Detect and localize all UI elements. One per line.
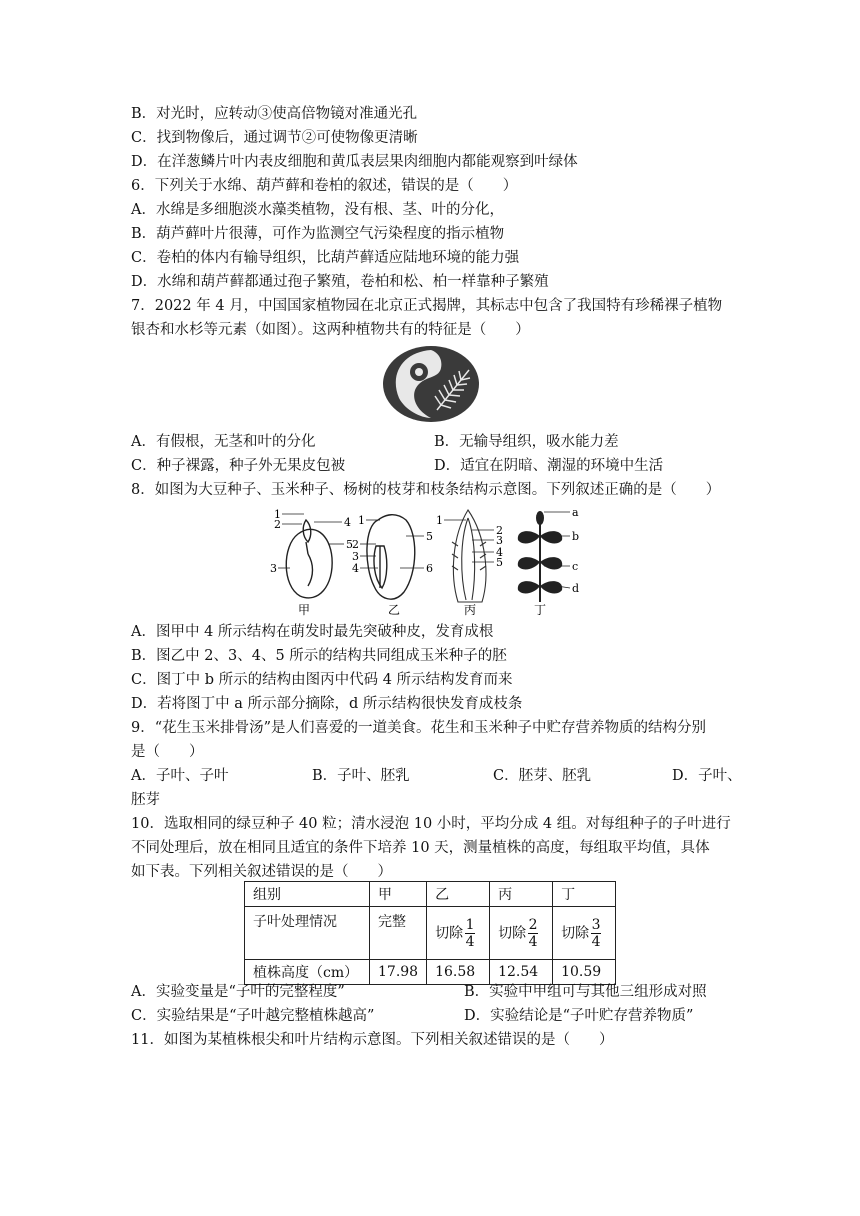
table-cell: 12.54 — [490, 960, 553, 985]
q8-option-d: D．若将图丁中 a 所示部分摘除，d 所示结构很快发育成枝条 — [131, 696, 523, 712]
q8-option-b: B．图乙中 2、3、4、5 所示的结构共同组成玉米种子的胚 — [131, 648, 507, 664]
experiment-table — [244, 881, 616, 985]
q6-option-a: A．水绵是多细胞淡水藻类植物，没有根、茎、叶的分化， — [131, 202, 504, 218]
q9-stem-line1: 9．“花生玉米排骨汤”是人们喜爱的一道美食。花生和玉米种子中贮存营养物质的结构分别 — [131, 720, 707, 736]
ding-label-a: a — [572, 506, 579, 519]
yi-label-2: 2 — [352, 538, 359, 551]
botanical-garden-logo-image — [381, 344, 481, 424]
table-cell: 子叶处理情况 — [245, 907, 370, 960]
q6-stem: 6．下列关于水绵、葫芦藓和卷柏的叙述，错误的是（ ） — [131, 178, 518, 194]
q9-option-a: A．子叶、子叶 — [131, 768, 229, 784]
q10-option-a: A．实验变量是“子叶的完整程度” — [131, 984, 345, 1000]
q8-stem: 8．如图为大豆种子、玉米种子、杨树的枝芽和枝条结构示意图。下列叙述正确的是（ ） — [131, 482, 721, 498]
bing-label-5: 5 — [496, 556, 503, 569]
q7-stem-line2: 银杏和水杉等元素（如图）。这两种植物共有的特征是（ ） — [131, 322, 530, 338]
yi-label-5: 5 — [426, 530, 433, 543]
table-header-cell: 甲 — [370, 882, 427, 907]
fraction-numerator: 3 — [591, 916, 601, 933]
q8-option-a: A．图甲中 4 所示结构在萌发时最先突破种皮，发育成根 — [131, 624, 494, 640]
bing-label-1: 1 — [436, 514, 443, 527]
yi-label-6: 6 — [426, 562, 433, 575]
table-cell: 16.58 — [427, 960, 490, 985]
q6-option-d: D．水绵和葫芦藓都通过孢子繁殖，卷柏和松、柏一样靠种子繁殖 — [131, 274, 549, 290]
q5-option-d: D．在洋葱鳞片叶内表皮细胞和黄瓜表层果肉细胞内都能观察到叶绿体 — [131, 154, 578, 170]
table-header-row — [245, 882, 616, 907]
q10-option-c: C．实验结果是“子叶越完整植株越高” — [131, 1008, 375, 1024]
q9-stem-line2: 是（ ） — [131, 744, 204, 760]
fraction-numerator: 2 — [528, 916, 538, 933]
table-cell-fraction — [490, 907, 553, 960]
yi-caption: 乙 — [388, 603, 401, 617]
q5-option-b: B．对光时，应转动③使高倍物镜对准通光孔 — [131, 106, 418, 122]
table-cell-fraction — [427, 907, 490, 960]
q9-option-d: D．子叶、 — [672, 768, 742, 784]
table-header-cell: 乙 — [427, 882, 490, 907]
table-cell-fraction — [553, 907, 616, 960]
ding-label-d: d — [572, 582, 580, 595]
fraction-denominator: 4 — [465, 933, 475, 950]
q9-option-d-wrap: 胚芽 — [131, 792, 160, 808]
table-cell: 植株高度（cm） — [245, 960, 370, 985]
jia-label-2: 2 — [274, 518, 281, 531]
bing-label-4: 4 — [496, 546, 503, 559]
branch-with-leaves-diagram — [518, 511, 570, 602]
q10-stem-line2: 不同处理后，放在相同且适宜的条件下培养 10 天，测量植株的高度，每组取平均值，具体 — [131, 840, 710, 856]
q10-option-d: D．实验结论是“子叶贮存营养物质” — [464, 1008, 694, 1024]
q8-option-c: C．图丁中 b 所示的结构由图丙中代码 4 所示结构发育而来 — [131, 672, 513, 688]
q9-option-b: B．子叶、胚乳 — [312, 768, 410, 784]
bing-caption: 丙 — [464, 603, 477, 617]
jia-label-3: 3 — [270, 562, 277, 575]
jia-label-1: 1 — [274, 508, 281, 521]
q10-stem-line1: 10．选取相同的绿豆种子 40 粒；清水浸泡 10 小时，平均分成 4 组。对每组种子的子叶进行 — [131, 816, 731, 832]
q7-option-d: D．适宜在阴暗、潮湿的环境中生活 — [434, 458, 664, 474]
q5-option-c: C．找到物像后，通过调节②可使物像更清晰 — [131, 130, 418, 146]
table-header-cell: 组别 — [245, 882, 370, 907]
table-row — [245, 907, 616, 960]
bing-label-2: 2 — [496, 524, 503, 537]
cut-word: 切除 — [498, 925, 527, 941]
seed-structure-figure — [268, 506, 598, 618]
cut-word: 切除 — [435, 925, 464, 941]
bing-label-3: 3 — [496, 534, 503, 547]
corn-seed-diagram — [367, 515, 415, 599]
q7-option-c: C．种子裸露，种子外无果皮包被 — [131, 458, 346, 474]
table-row — [245, 960, 616, 985]
yi-label-3: 3 — [352, 550, 359, 563]
branch-bud-diagram — [452, 510, 486, 602]
table-header-cell: 丁 — [553, 882, 616, 907]
q9-option-c: C．胚芽、胚乳 — [493, 768, 592, 784]
fraction-denominator: 4 — [591, 933, 601, 950]
q10-option-b: B．实验中甲组可与其他三组形成对照 — [464, 984, 707, 1000]
table-header-cell: 丙 — [490, 882, 553, 907]
ding-label-b: b — [572, 530, 580, 543]
q7-stem-line1: 7．2022 年 4 月，中国国家植物园在北京正式揭牌，其标志中包含了我国特有珍稀裸子植物 — [131, 298, 723, 314]
q6-option-b: B．葫芦藓叶片很薄，可作为监测空气污染程度的指示植物 — [131, 226, 505, 242]
fraction-numerator: 1 — [465, 916, 475, 933]
q7-option-a: A．有假根，无茎和叶的分化 — [131, 434, 316, 450]
table-cell: 完整 — [370, 907, 427, 960]
ding-caption: 丁 — [534, 603, 547, 617]
cut-word: 切除 — [561, 925, 590, 941]
table-cell: 17.98 — [370, 960, 427, 985]
q6-option-c: C．卷柏的体内有输导组织，比葫芦藓适应陆地环境的能力强 — [131, 250, 520, 266]
jia-caption: 甲 — [298, 603, 311, 617]
q7-option-b: B．无输导组织，吸水能力差 — [434, 434, 619, 450]
table-cell: 10.59 — [553, 960, 616, 985]
fraction-denominator: 4 — [528, 933, 538, 950]
ding-label-c: c — [572, 560, 579, 573]
soybean-seed-diagram — [286, 520, 332, 598]
yi-label-4: 4 — [352, 562, 359, 575]
jia-label-5: 5 — [346, 538, 353, 551]
jia-label-4: 4 — [344, 516, 351, 529]
q11-stem: 11．如图为某植株根尖和叶片结构示意图。下列相关叙述错误的是（ ） — [131, 1032, 614, 1048]
yi-label-1: 1 — [358, 514, 365, 527]
q10-stem-line3: 如下表。下列相关叙述错误的是（ ） — [131, 864, 392, 880]
